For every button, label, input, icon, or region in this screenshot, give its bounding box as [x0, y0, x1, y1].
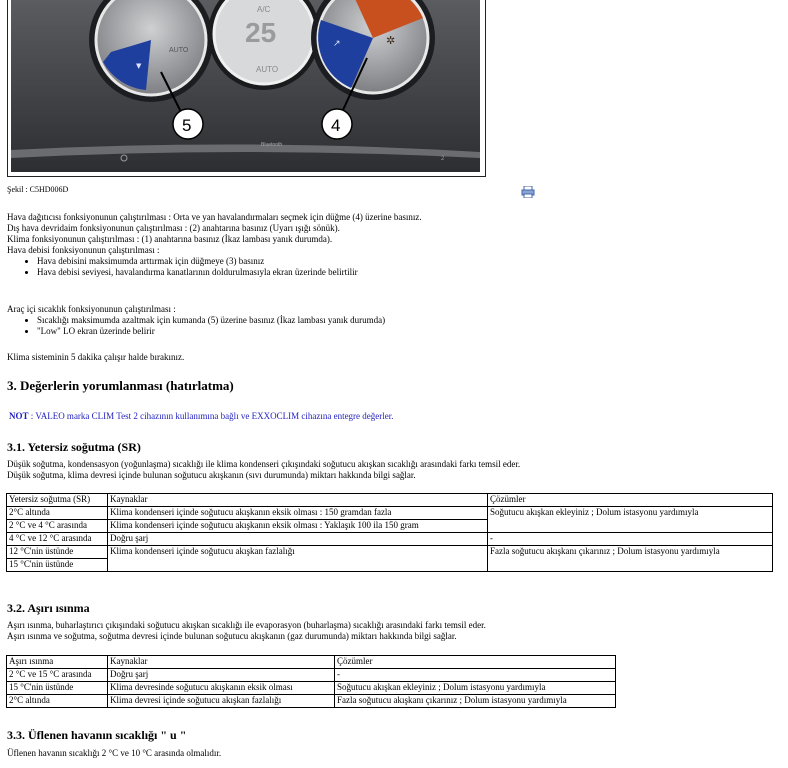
section-3-3-desc: Üflenen havanın sıcaklığı 2 °C ve 10 °C arasında olmalıdır.: [7, 748, 222, 758]
table-cell: 15 °C'nin üstünde: [7, 559, 108, 572]
table-header: Aşırı ısınma: [7, 656, 108, 669]
intro-line: Klima fonksiyonunun çalıştırılması : (1) anahtarına basınız (İkaz lambası yanık durumda).: [7, 234, 333, 244]
table-header: Kaynaklar: [108, 494, 488, 507]
note-label: NOT: [9, 411, 29, 421]
intro-paragraph: [7, 212, 422, 278]
note: [9, 411, 394, 421]
table-cell: -: [335, 669, 616, 682]
table-row: [7, 695, 616, 708]
table-cell: Klima devresinde soğutucu akışkanın eksik olması: [108, 682, 335, 695]
note-text: : VALEO marka CLIM Test 2 cihazının kullanımına bağlı ve EXXOCLIM cihazına entegre değerler.: [28, 411, 394, 421]
run-note: Klima sisteminin 5 dakika çalışır halde bırakınız.: [7, 352, 185, 362]
table-cell: Fazla soğutucu akışkanı çıkarınız ; Dolum istasyonu yardımıyla: [335, 695, 616, 708]
climate-control-photo: [11, 0, 480, 172]
undercooling-table: [6, 493, 773, 572]
table-cell: 12 °C'nin üstünde: [7, 546, 108, 559]
table-cell: Soğutucu akışkan ekleyiniz ; Dolum istasyonu yardımıyla: [335, 682, 616, 695]
superheat-table: [6, 655, 616, 708]
table-row: [7, 682, 616, 695]
table-header: Çözümler: [335, 656, 616, 669]
table-cell: Doğru şarj: [108, 533, 488, 546]
desc-line: Aşırı ısınma, buharlaştırıcı çıkışındaki soğutucu akışkan sıcaklığı ile evaporasyon (buharlaşma) sıcaklığı arasındaki farkı temsil eder.: [7, 620, 486, 630]
intro-line: Hava debisi fonksiyonunun çalıştırılması :: [7, 245, 160, 255]
list-item: • Hava debisi seviyesi, havalandırma kanatlarının doldurulmasıyla ekran üzerinde belirtilir: [37, 267, 422, 278]
left-knob-label: AUTO: [169, 47, 189, 54]
table-header-row: [7, 656, 616, 669]
table-header: Yetersiz soğutma (SR): [7, 494, 108, 507]
table-cell: Klima kondenseri içinde soğutucu akışkanın eksik olması : Yaklaşık 100 ila 150 gram: [108, 520, 488, 533]
temperature-readout: 25: [245, 17, 277, 48]
table-row: [7, 533, 773, 546]
desc-line: Aşırı ısınma ve soğutma, soğutma devresi içinde bulunan soğutucu akışkanın (gaz durumunda) miktarı hakkında bilgi sağlar.: [7, 631, 457, 641]
svg-text:▼: ▼: [136, 62, 142, 70]
print-icon[interactable]: [521, 186, 535, 198]
table-cell: 2 °C ve 15 °C arasında: [7, 669, 108, 682]
section-3-2-title: 3.2. Aşırı ısınma: [7, 601, 90, 615]
temp-intro: Araç içi sıcaklık fonksiyonunun çalıştırılması :: [7, 304, 176, 314]
svg-text:2: 2: [441, 156, 445, 162]
section-3-1-title: 3.1. Yetersiz soğutma (SR): [7, 440, 141, 454]
figure-caption: Şekil : C5HD006D: [7, 185, 69, 194]
table-cell: 2°C altında: [7, 695, 108, 708]
table-cell: 15 °C'nin üstünde: [7, 682, 108, 695]
table-cell: Doğru şarj: [108, 669, 335, 682]
section-3-2-desc: [7, 620, 486, 642]
table-cell: 4 °C ve 12 °C arasında: [7, 533, 108, 546]
table-cell: Fazla soğutucu akışkanı çıkarınız ; Dolum istasyonu yardımıyla: [488, 546, 773, 572]
intro-line: Dış hava devridaim fonksiyonunun çalıştırılması : (2) anahtarına basınız (Uyarı ışığı sönük).: [7, 223, 340, 233]
list-item: • Hava debisini maksimumda arttırmak için düğmeye (3) basınız: [37, 256, 422, 267]
intro-line: Hava dağıtıcısı fonksiyonunun çalıştırılması : Orta ve yan havalandırmaları seçmek için düğme (4) üzerine basınız.: [7, 212, 422, 222]
table-cell: Klima kondenseri içinde soğutucu akışkanın eksik olması : 150 gramdan fazla: [108, 507, 488, 520]
table-cell: Soğutucu akışkan ekleyiniz ; Dolum istasyonu yardımıyla: [488, 507, 773, 533]
table-cell: Klima devresi içinde soğutucu akışkan fazlalığı: [108, 695, 335, 708]
fan-icon: ✲: [386, 34, 396, 47]
section-3-3-title: 3.3. Üflenen havanın sıcaklığı " u ": [7, 728, 187, 742]
callout-4: 4: [331, 116, 341, 135]
desc-line: Düşük soğutma, klima devresi içinde bulunan soğutucu akışkanın (sıvı durumunda) miktarı hakkında bilgi sağlar.: [7, 470, 416, 480]
table-cell: Klima kondenseri içinde soğutucu akışkan fazlalığı: [108, 546, 488, 572]
temperature-paragraph: [7, 304, 385, 337]
table-row: [7, 507, 773, 520]
table-row: [7, 669, 616, 682]
table-cell: 2 °C ve 4 °C arasında: [7, 520, 108, 533]
table-cell: 2°C altında: [7, 507, 108, 520]
table-row: [7, 546, 773, 559]
desc-line: Düşük soğutma, kondensasyon (yoğunlaşma) sıcaklığı ile klima kondenseri çıkışındaki soğutucu akışkan sıcaklığı arasındaki farkı temsil eder.: [7, 459, 521, 469]
temperature-list: [7, 315, 385, 337]
callout-5: 5: [182, 116, 192, 135]
auto-indicator: AUTO: [256, 65, 279, 74]
section-3-1-desc: [7, 459, 520, 481]
list-item: • Sıcaklığı maksimumda azaltmak için kumanda (5) üzerine basınız (İkaz lambası yanık durumda): [37, 315, 385, 326]
list-item: • "Low" LO ekran üzerinde belirir: [37, 326, 385, 337]
airflow-list: [7, 256, 422, 278]
table-header: Kaynaklar: [108, 656, 335, 669]
table-header-row: [7, 494, 773, 507]
airflow-icon: ↗: [333, 39, 341, 49]
table-header: Çözümler: [488, 494, 773, 507]
section-3-title: 3. Değerlerin yorumlanması (hatırlatma): [7, 378, 234, 393]
brand-label: Bluetooth: [261, 142, 283, 148]
ac-indicator: A/C: [257, 5, 271, 14]
table-cell: -: [488, 533, 773, 546]
